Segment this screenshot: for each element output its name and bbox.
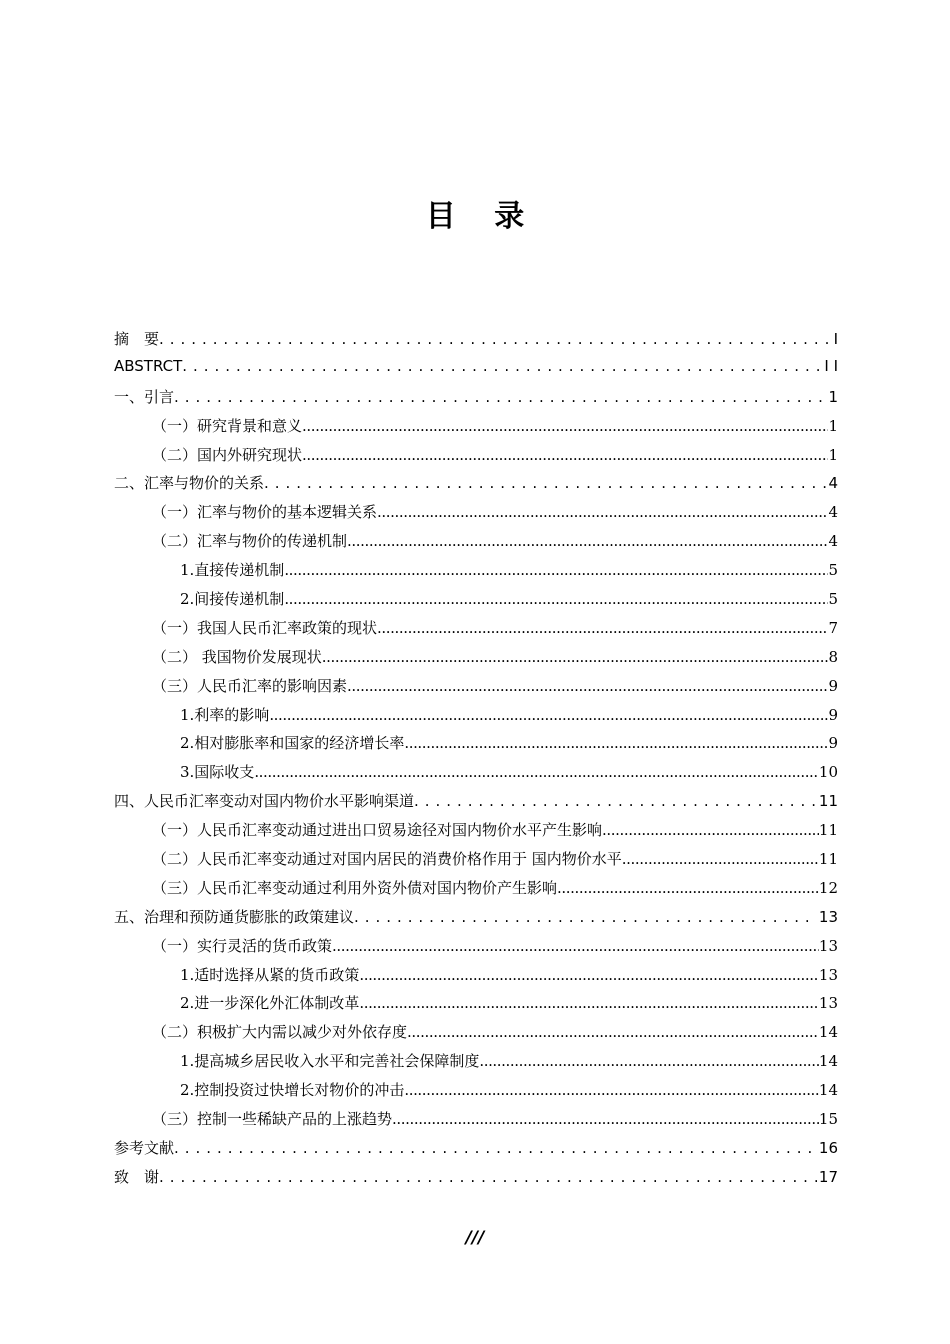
toc-entry-label: （一）实行灵活的货币政策 (152, 936, 333, 955)
dot-leader (377, 619, 828, 637)
toc-entry-page-number: 5 (828, 590, 838, 609)
toc-entry[interactable] (114, 1166, 838, 1195)
dot-leader (174, 1139, 817, 1157)
toc-entry-label: 参考文献 (114, 1138, 175, 1157)
toc-entry[interactable] (114, 530, 838, 559)
toc-entry-page-number: 1 (828, 445, 838, 464)
toc-entry-label: 一、引言 (114, 387, 175, 406)
toc-entry[interactable] (114, 935, 838, 964)
toc-entry-page-number: 13 (818, 994, 838, 1013)
toc-entry-label: （三）人民币汇率的影响因素 (152, 676, 348, 695)
toc-entry-label: （二） 我国物价发展现状 (152, 647, 322, 666)
toc-entry-page-number: 14 (818, 1081, 838, 1100)
dot-leader (159, 1168, 817, 1186)
dot-leader (302, 417, 828, 435)
toc-entry-page-number: 13 (818, 907, 838, 926)
toc-entry-page-number: 16 (818, 1138, 838, 1157)
toc-entry-label: （一）汇率与物价的基本逻辑关系 (152, 503, 378, 522)
toc-entry-page-number: 9 (828, 676, 838, 695)
toc-entry[interactable] (114, 1021, 838, 1050)
toc-entry-page-number: I (833, 330, 838, 348)
toc-entry[interactable] (114, 559, 838, 588)
toc-entry-label: 五、治理和预防通货膨胀的政策建议 (114, 907, 355, 926)
toc-entry-page-number: 1 (828, 416, 838, 435)
toc-entry[interactable] (114, 386, 838, 415)
toc-entry[interactable] (114, 790, 838, 819)
toc-entry-page-number: 1 (828, 387, 838, 406)
toc-entry-label: （一）研究背景和意义 (152, 416, 303, 435)
dot-leader (284, 590, 828, 608)
toc-entry-page-number: 9 (828, 734, 838, 753)
toc-entry[interactable] (114, 761, 838, 790)
dot-leader (359, 966, 819, 984)
toc-entry-page-number: 5 (828, 561, 838, 580)
dot-leader (159, 330, 832, 348)
toc-entry[interactable] (114, 877, 838, 906)
toc-entry[interactable] (114, 675, 838, 704)
toc-entry-page-number: 9 (828, 705, 838, 724)
toc-entry[interactable] (114, 848, 838, 877)
page-title: 目 录 (425, 199, 539, 234)
dot-leader (332, 937, 819, 955)
toc-entry-label: 2.相对膨胀率和国家的经济增长率 (180, 734, 405, 753)
toc-entry[interactable] (114, 472, 838, 501)
dot-leader (269, 706, 828, 724)
toc-entry-page-number: 7 (828, 618, 838, 637)
toc-entry-label: （一）人民币汇率变动通过进出口贸易途径对国内物价水平产生影响 (152, 821, 603, 840)
toc-entry-label: ABSTRCT (114, 356, 183, 375)
toc-entry-label: （二）汇率与物价的传递机制 (152, 532, 348, 551)
toc-entry-label: （一）我国人民币汇率政策的现状 (152, 618, 378, 637)
dot-leader (347, 677, 828, 695)
toc-entry-page-number: I I (824, 356, 838, 375)
toc-entry-label: 1.提高城乡居民收入水平和完善社会保障制度 (180, 1052, 480, 1071)
toc-entry-label: （二）人民币汇率变动通过对国内居民的消费价格作用于 国内物价水平 (152, 850, 622, 869)
dot-leader (174, 388, 826, 406)
toc-entry-label: 1.利率的影响 (180, 705, 270, 724)
toc-entry-label: 四、人民币汇率变动对国内物价水平影响渠道 (114, 792, 415, 811)
dot-leader (557, 879, 819, 897)
toc-entry[interactable] (114, 1137, 838, 1166)
toc-entry-page-number: 11 (818, 821, 838, 840)
toc-entry-page-number: 11 (818, 850, 838, 869)
dot-leader (302, 446, 828, 464)
toc-entry-page-number: 13 (818, 936, 838, 955)
toc-entry[interactable] (114, 588, 838, 617)
toc-entry[interactable] (114, 964, 838, 993)
dot-leader (322, 648, 829, 666)
dot-leader (414, 792, 817, 810)
toc-entry-page-number: 8 (828, 647, 838, 666)
dot-leader (407, 1023, 819, 1041)
toc-entry[interactable] (114, 1108, 838, 1137)
toc-entry-page-number: 13 (818, 965, 838, 984)
toc-entry-label: 3.国际收支 (180, 763, 255, 782)
dot-leader (602, 821, 819, 839)
dot-leader (354, 908, 817, 926)
dot-leader (182, 357, 822, 375)
toc-entry-page-number: 12 (818, 878, 838, 897)
dot-leader (404, 1081, 819, 1099)
toc-entry-page-number: 14 (818, 1023, 838, 1042)
toc-entry-label: 1.适时选择从紧的货币政策 (180, 965, 360, 984)
toc-entry-label: 2.进一步深化外汇体制改革 (180, 994, 360, 1013)
dot-leader (377, 503, 828, 521)
toc-entry[interactable] (114, 906, 838, 935)
toc-entry[interactable] (114, 415, 838, 444)
toc-entry-label: （二）积极扩大内需以减少对外依存度 (152, 1023, 408, 1042)
toc-entry-page-number: 11 (818, 792, 838, 811)
toc-entry-label: （三）控制一些稀缺产品的上涨趋势 (152, 1110, 393, 1129)
toc-entry[interactable] (114, 704, 838, 733)
dot-leader (359, 994, 819, 1012)
dot-leader (622, 850, 819, 868)
toc-entry[interactable] (114, 617, 838, 646)
toc-entry-page-number: 4 (828, 503, 838, 522)
dot-leader (264, 474, 826, 492)
toc-entry[interactable] (114, 444, 838, 473)
toc-entry-page-number: 15 (818, 1110, 838, 1129)
dot-leader (479, 1052, 819, 1070)
toc-entry-page-number: 14 (818, 1052, 838, 1071)
toc-entry-label: 摘 要 (114, 330, 160, 348)
toc-entry-page-number: 4 (828, 474, 838, 493)
toc-entry-page-number: 4 (828, 532, 838, 551)
toc-entry[interactable] (114, 1050, 838, 1079)
toc-entry[interactable] (114, 501, 838, 530)
dot-leader (404, 734, 828, 752)
toc-entry[interactable] (114, 357, 838, 386)
toc-entry-page-number: 17 (818, 1167, 838, 1186)
toc-entry-label: （二）国内外研究现状 (152, 445, 303, 464)
toc-entry[interactable] (114, 732, 838, 761)
dot-leader (347, 532, 828, 550)
toc-entry[interactable] (114, 646, 838, 675)
dot-leader (284, 561, 828, 579)
page-number-footer: /// (465, 1228, 485, 1248)
toc-entry-label: 2.间接传递机制 (180, 590, 285, 609)
toc-entry[interactable] (114, 1079, 838, 1108)
dot-leader (254, 763, 819, 781)
toc-entry[interactable] (114, 328, 838, 357)
toc-entry[interactable] (114, 819, 838, 848)
table-of-contents (114, 328, 838, 1195)
toc-entry[interactable] (114, 992, 838, 1021)
toc-entry-label: （三）人民币汇率变动通过利用外资外债对国内物价产生影响 (152, 878, 558, 897)
dot-leader (392, 1110, 819, 1128)
toc-entry-label: 二、汇率与物价的关系 (114, 474, 265, 493)
toc-entry-label: 2.控制投资过快增长对物价的冲击 (180, 1081, 405, 1100)
toc-entry-label: 致 谢 (114, 1167, 160, 1186)
toc-entry-label: 1.直接传递机制 (180, 561, 285, 580)
toc-entry-page-number: 10 (818, 763, 838, 782)
